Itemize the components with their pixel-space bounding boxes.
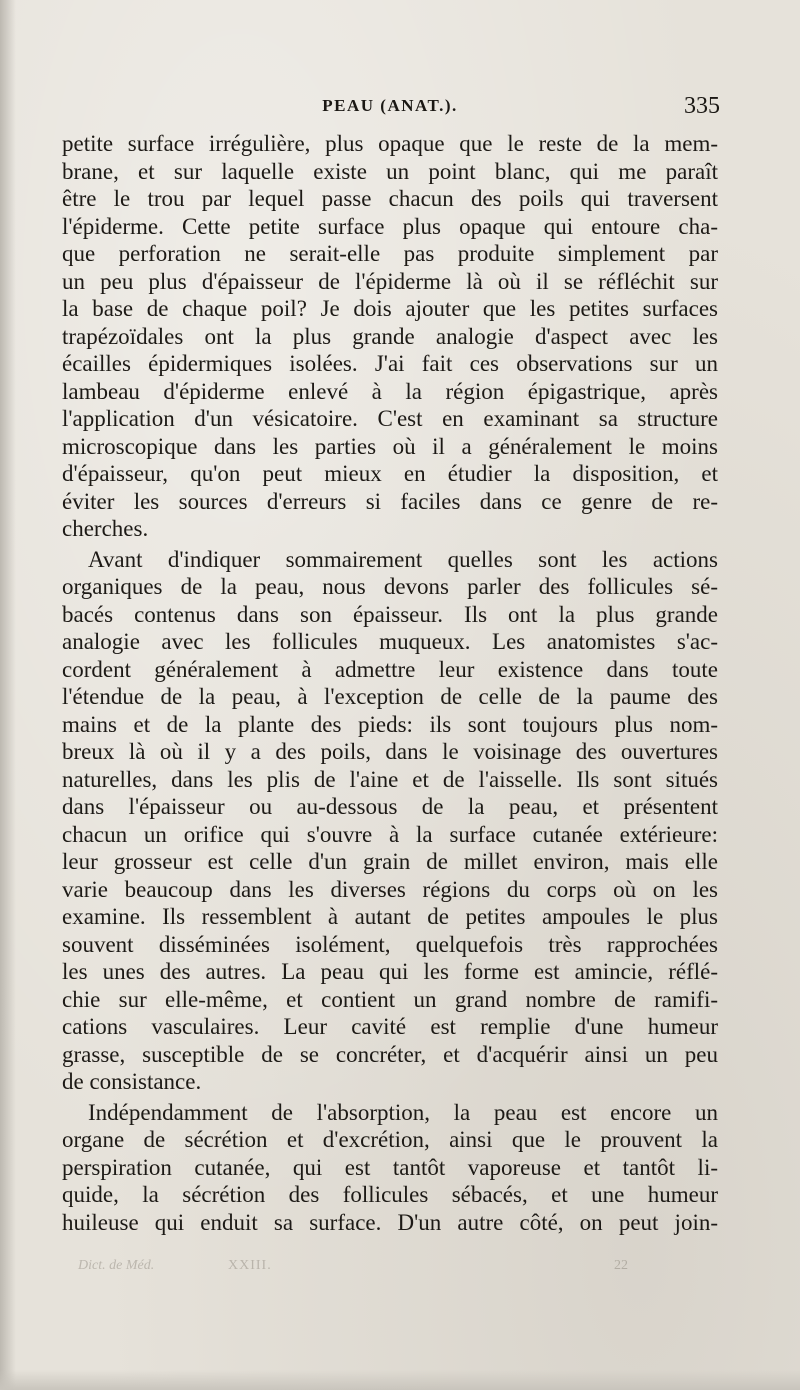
text-line: dans l'épaisseur ou au-dessous de la peau, et présentent <box>62 794 718 819</box>
text-line: bacés contenus dans son épaisseur. Ils ont la plus grande <box>62 601 718 627</box>
text-line: grasse, susceptible de se concréter, et d'acquérir ainsi un peu <box>62 1041 718 1067</box>
text-line: quide, la sécrétion des follicules sébacés, et une humeur <box>62 1182 718 1207</box>
text-line: examine. Ils ressemblent à autant de petites ampoules le plus <box>62 904 718 929</box>
text-line: écailles épidermiques isolées. J'ai fait ces observations sur un <box>62 351 718 376</box>
page-bottom-shadow <box>0 1370 800 1390</box>
footer-signature: Dict. de Méd. <box>78 1258 155 1273</box>
text-line: huileuse qui enduit sa surface. D'un autre côté, on peut join- <box>62 1209 718 1235</box>
text-line: Indépendamment de l'absorption, la peau est encore un <box>88 1099 718 1125</box>
text-line: que perforation ne serait-elle pas produite simplement par <box>62 241 718 266</box>
text-line: d'épaisseur, qu'on peut mieux en étudier la disposition, et <box>62 461 718 486</box>
text-line: microscopique dans les parties où il a généralement le moins <box>62 433 718 459</box>
paragraph <box>62 130 718 543</box>
text-line: de consistance. <box>62 1069 202 1094</box>
text-line: cherches. <box>62 516 149 541</box>
text-line: breux là où il y a des poils, dans le voisinage des ouvertures <box>62 739 718 764</box>
running-title: PEAU (ANAT.). <box>322 96 458 115</box>
footer-volume: XXIII. <box>228 1258 272 1273</box>
text-line: l'épiderme. Cette petite surface plus opaque qui entoure cha- <box>62 213 718 239</box>
text-line: chie sur elle-même, et contient un grand nombre de ramifi- <box>62 986 718 1012</box>
text-line: être le trou par lequel passe chacun des poils qui traversent <box>62 186 718 211</box>
paragraph <box>62 546 718 1096</box>
text-line: varie beaucoup dans les diverses régions du corps où on les <box>62 876 718 902</box>
paragraph <box>62 1099 718 1237</box>
text-line: lambeau d'épiderme enlevé à la région épigastrique, après <box>62 378 718 404</box>
text-line: naturelles, dans les plis de l'aine et de l'aisselle. Ils sont situés <box>62 766 718 792</box>
text-line: trapézoïdales ont la plus grande analogie d'aspect avec les <box>62 323 718 349</box>
text-line: organiques de la peau, nous devons parler des follicules sé- <box>62 574 718 599</box>
text-line: éviter les sources d'erreurs si faciles dans ce genre de re- <box>62 488 718 514</box>
text-line: la base de chaque poil? Je dois ajouter que les petites surfaces <box>62 296 718 321</box>
text-line: analogie avec les follicules muqueux. Les anatomistes s'ac- <box>62 629 718 654</box>
page-gutter-shadow <box>0 0 16 1390</box>
page-footer <box>78 1258 658 1278</box>
text-line: cordent généralement à admettre leur existence dans toute <box>62 656 718 682</box>
text-line: souvent disséminées isolément, quelquefois très rapprochées <box>62 931 718 957</box>
text-line: brane, et sur laquelle existe un point blanc, qui me paraît <box>62 158 718 184</box>
text-line: chacun un orifice qui s'ouvre à la surface cutanée extérieure: <box>62 821 718 847</box>
text-line: l'application d'un vésicatoire. C'est en examinant sa structure <box>62 406 718 431</box>
body-text <box>62 130 718 1236</box>
text-line: leur grosseur est celle d'un grain de millet environ, mais elle <box>62 849 718 874</box>
text-line: perspiration cutanée, qui est tantôt vaporeuse et tantôt li- <box>62 1154 718 1180</box>
text-line: petite surface irrégulière, plus opaque que le reste de la mem- <box>62 131 718 156</box>
text-line: un peu plus d'épaisseur de l'épiderme là où il se réfléchit sur <box>62 268 718 294</box>
text-line: les unes des autres. La peau qui les forme est amincie, réflé- <box>62 959 718 984</box>
text-line: l'étendue de la peau, à l'exception de celle de la paume des <box>62 684 718 709</box>
footer-sheet-number: 22 <box>614 1258 628 1273</box>
text-line: cations vasculaires. Leur cavité est remplie d'une humeur <box>62 1014 718 1039</box>
page-number: 335 <box>684 93 720 119</box>
text-line: mains et de la plante des pieds: ils sont toujours plus nom- <box>62 711 718 737</box>
running-head <box>60 93 720 122</box>
text-line: Avant d'indiquer sommairement quelles sont les actions <box>88 546 718 572</box>
text-line: organe de sécrétion et d'excrétion, ainsi que le prouvent la <box>62 1127 718 1152</box>
